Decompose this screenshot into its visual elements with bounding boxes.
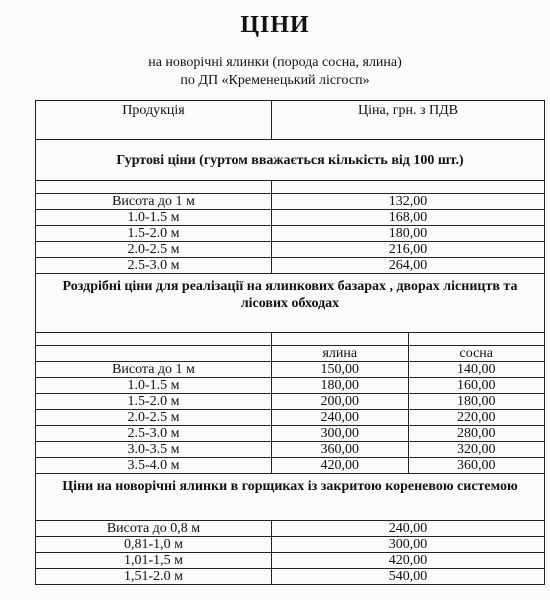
table-row xyxy=(36,394,545,410)
potted-price: 300,00 xyxy=(272,537,545,553)
retail-label: 2.0-2.5 м xyxy=(36,410,272,426)
potted-label: 1,01-1,5 м xyxy=(36,553,272,569)
header-product: Продукція xyxy=(36,101,272,140)
retail-pine-price: 180,00 xyxy=(408,394,545,410)
potted-price: 240,00 xyxy=(272,521,545,537)
wholesale-label: Висота до 1 м xyxy=(36,194,272,210)
price-table-body xyxy=(36,101,545,585)
wholesale-price: 216,00 xyxy=(272,242,545,258)
wholesale-price: 180,00 xyxy=(272,226,545,242)
retail-spruce-price: 150,00 xyxy=(272,362,409,378)
retail-label: Висота до 1 м xyxy=(36,362,272,378)
retail-pine-price: 280,00 xyxy=(408,426,545,442)
retail-spruce-price: 200,00 xyxy=(272,394,409,410)
retail-spruce-price: 240,00 xyxy=(272,410,409,426)
document-subtitle-line2: по ДП «Кременецький лісгосп» xyxy=(180,73,370,88)
retail-pine-price: 140,00 xyxy=(408,362,545,378)
table-row xyxy=(36,553,545,569)
table-row xyxy=(36,226,545,242)
potted-price: 540,00 xyxy=(272,569,545,585)
wholesale-heading: Гуртові ціни (гуртом вважається кількість від 100 шт.) xyxy=(36,140,545,181)
retail-label: 3.5-4.0 м xyxy=(36,458,272,474)
document-title: ЦІНИ xyxy=(240,12,310,38)
retail-pine-price: 320,00 xyxy=(408,442,545,458)
wholesale-label: 2.5-3.0 м xyxy=(36,258,272,274)
species-pine: сосна xyxy=(408,346,545,362)
table-row xyxy=(36,362,545,378)
retail-pine-price: 220,00 xyxy=(408,410,545,426)
retail-label: 3.0-3.5 м xyxy=(36,442,272,458)
blank-row xyxy=(36,181,545,194)
retail-label: 1.0-1.5 м xyxy=(36,378,272,394)
table-row xyxy=(36,258,545,274)
wholesale-heading-row xyxy=(36,140,545,181)
retail-spruce-price: 300,00 xyxy=(272,426,409,442)
wholesale-label: 1.5-2.0 м xyxy=(36,226,272,242)
wholesale-label: 2.0-2.5 м xyxy=(36,242,272,258)
price-table xyxy=(35,100,545,585)
retail-heading: Роздрібні ціни для реалізації на ялинкових базарах , дворах лісництв та лісових обходах xyxy=(36,274,545,333)
table-row xyxy=(36,537,545,553)
retail-heading-row xyxy=(36,274,545,333)
header-price: Ціна, грн. з ПДВ xyxy=(272,101,545,140)
retail-spruce-price: 180,00 xyxy=(272,378,409,394)
table-row xyxy=(36,210,545,226)
potted-price: 420,00 xyxy=(272,553,545,569)
table-row xyxy=(36,569,545,585)
document-subtitle-line1: на новорічні ялинки (порода сосна, ялина) xyxy=(148,55,402,70)
wholesale-price: 132,00 xyxy=(272,194,545,210)
table-row xyxy=(36,521,545,537)
retail-pine-price: 360,00 xyxy=(408,458,545,474)
wholesale-price: 168,00 xyxy=(272,210,545,226)
potted-heading: Ціни на новорічні ялинки в горщиках із закритою кореневою системою xyxy=(36,474,545,521)
retail-spruce-price: 360,00 xyxy=(272,442,409,458)
wholesale-price: 264,00 xyxy=(272,258,545,274)
table-row xyxy=(36,458,545,474)
wholesale-label: 1.0-1.5 м xyxy=(36,210,272,226)
table-row xyxy=(36,242,545,258)
potted-heading-row xyxy=(36,474,545,521)
retail-label: 2.5-3.0 м xyxy=(36,426,272,442)
retail-species-row xyxy=(36,346,545,362)
potted-label: 1,51-2.0 м xyxy=(36,569,272,585)
retail-label: 1.5-2.0 м xyxy=(36,394,272,410)
potted-label: Висота до 0,8 м xyxy=(36,521,272,537)
table-header-row xyxy=(36,101,545,140)
species-spruce: ялина xyxy=(272,346,409,362)
table-row xyxy=(36,442,545,458)
potted-label: 0,81-1,0 м xyxy=(36,537,272,553)
retail-spruce-price: 420,00 xyxy=(272,458,409,474)
retail-pine-price: 160,00 xyxy=(408,378,545,394)
table-row xyxy=(36,378,545,394)
table-row xyxy=(36,410,545,426)
blank-row xyxy=(36,333,545,346)
table-row xyxy=(36,194,545,210)
table-row xyxy=(36,426,545,442)
